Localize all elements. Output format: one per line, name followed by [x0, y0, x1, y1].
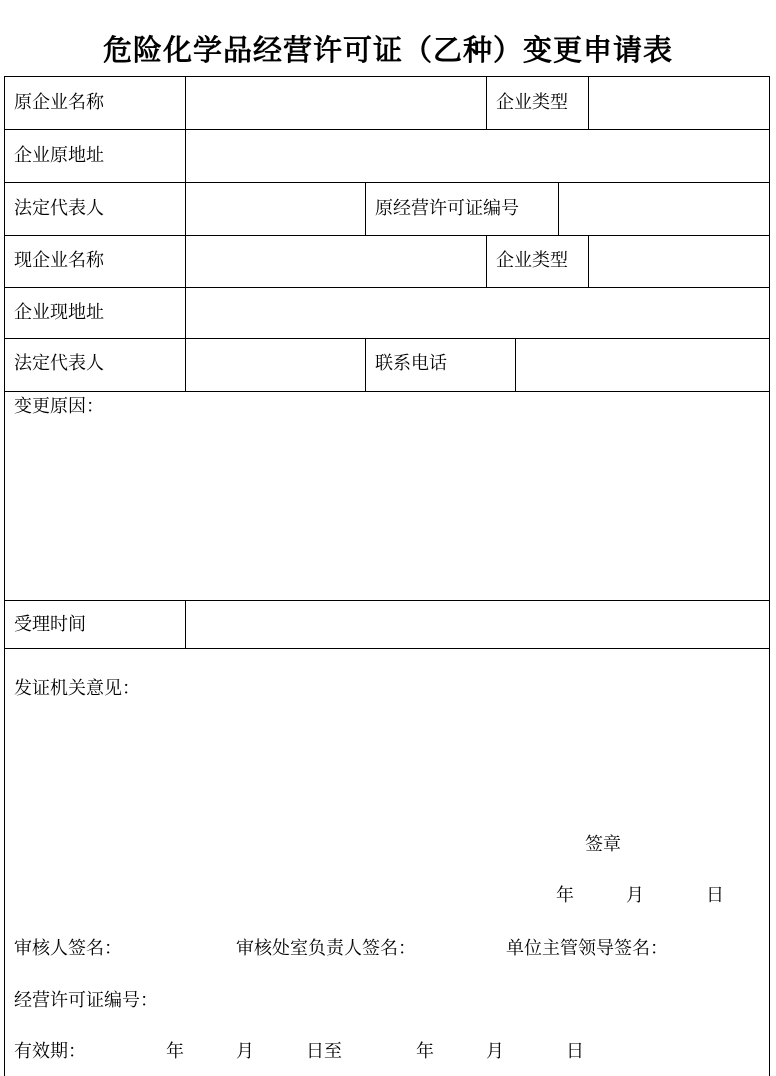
opinion-label: 发证机关意见： [14, 678, 140, 699]
phone-label: 联系电话 [375, 353, 447, 374]
col-divider [588, 76, 589, 129]
validity-month-start: 月 [236, 1041, 254, 1062]
accept-time-label: 受理时间 [14, 614, 86, 635]
form-table [4, 76, 770, 1076]
date-month: 月 [626, 885, 644, 906]
office-head-signature-label: 审核处室负责人签名： [236, 938, 416, 959]
form-title: 危险化学品经营许可证（乙种）变更申请表 [102, 33, 673, 67]
orig-legal-rep-label: 法定代表人 [14, 198, 104, 219]
new-address-label: 企业现地址 [14, 302, 104, 323]
orig-address-label: 企业原地址 [14, 145, 104, 166]
new-type-label: 企业类型 [496, 250, 568, 271]
orig-type-label: 企业类型 [496, 92, 568, 113]
date-day: 日 [706, 885, 724, 906]
col-divider [558, 182, 559, 235]
row-divider [4, 235, 770, 236]
validity-day-to: 日至 [306, 1041, 342, 1062]
row-divider [4, 600, 770, 601]
row-divider [4, 338, 770, 339]
new-legal-rep-label: 法定代表人 [14, 353, 104, 374]
orig-license-no-label: 原经营许可证编号 [375, 198, 519, 219]
row-divider [4, 287, 770, 288]
new-name-label: 现企业名称 [14, 250, 104, 271]
col-divider [185, 600, 186, 648]
validity-year-end: 年 [416, 1041, 434, 1062]
validity-label: 有效期： [14, 1041, 86, 1062]
license-number-label: 经营许可证编号： [14, 990, 158, 1011]
reviewer-signature-label: 审核人签名： [14, 938, 122, 959]
seal-label: 签章 [585, 834, 621, 855]
validity-month-end: 月 [486, 1041, 504, 1062]
validity-year-start: 年 [166, 1041, 184, 1062]
date-year: 年 [556, 885, 574, 906]
orig-name-label: 原企业名称 [14, 92, 104, 113]
col-divider [365, 182, 366, 235]
col-divider [486, 76, 487, 129]
row-divider [4, 129, 770, 130]
row-divider [4, 182, 770, 183]
leader-signature-label: 单位主管领导签名： [506, 938, 668, 959]
col-divider [365, 338, 366, 391]
row-divider [4, 648, 770, 649]
row-divider [4, 391, 770, 392]
change-reason-label: 变更原因： [14, 396, 104, 417]
col-divider [515, 338, 516, 391]
col-divider [588, 235, 589, 287]
col-divider [486, 235, 487, 287]
col-divider [185, 76, 186, 391]
validity-day-end: 日 [566, 1041, 584, 1062]
